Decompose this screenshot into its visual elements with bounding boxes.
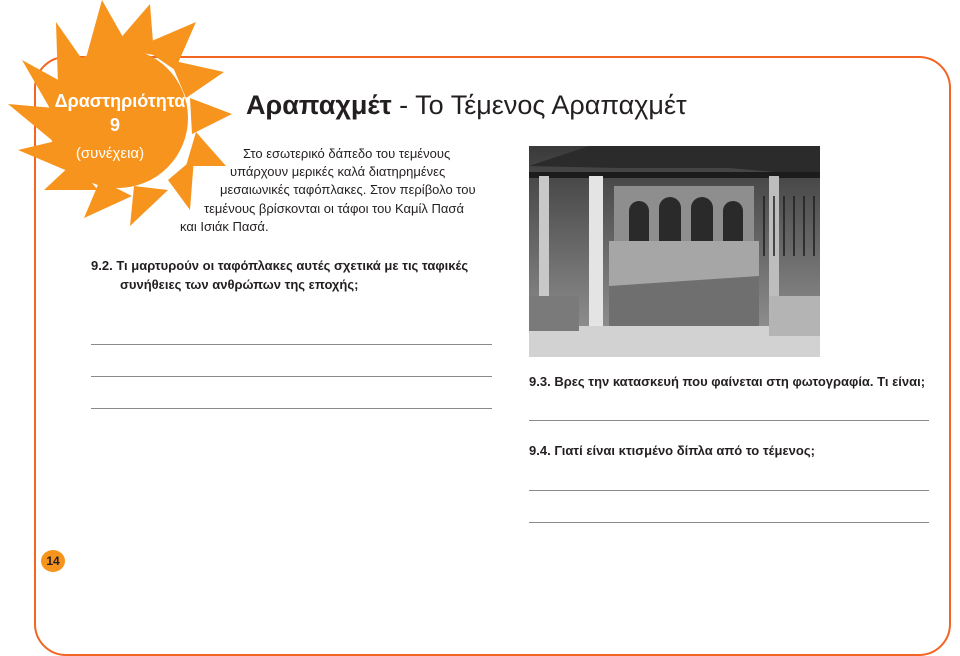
page-number: 14 xyxy=(41,550,65,572)
mosque-fountain-photo xyxy=(529,146,820,357)
question-text: Τι μαρτυρούν οι ταφόπλακες αυτές σχετικά με τις ταφικές xyxy=(116,258,469,273)
badge-title: Δραστηριότητα xyxy=(54,91,186,111)
question-number: 9.2. xyxy=(91,258,113,273)
intro-line-1: Στο εσωτερικό δάπεδο του τεμένους xyxy=(243,146,451,161)
question-number: 9.3. xyxy=(529,374,551,389)
photo-illustration-icon xyxy=(529,146,820,357)
answer-line[interactable] xyxy=(529,522,929,523)
page-title-rest: - Το Τέμενος Αραπαχμέτ xyxy=(391,90,687,120)
answer-line[interactable] xyxy=(91,376,492,377)
intro-line-5: και Ισιάκ Πασά. xyxy=(180,219,269,234)
question-number: 9.4. xyxy=(529,443,551,458)
intro-line-3: μεσαιωνικές ταφόπλακες. Στον περίβολο του xyxy=(220,182,476,197)
answer-line[interactable] xyxy=(91,344,492,345)
answer-line[interactable] xyxy=(529,420,929,421)
intro-line-4: τεμένους βρίσκονται οι τάφοι του Καμίλ Πασά xyxy=(204,201,464,216)
page-title xyxy=(246,88,687,122)
question-9-4 xyxy=(529,441,815,461)
question-text: Γιατί είναι κτισμένο δίπλα από το τέμενος; xyxy=(554,443,815,458)
badge-subtitle: (συνέχεια) xyxy=(75,145,145,162)
question-text: Βρες την κατασκευή που φαίνεται στη φωτογραφία. Τι είναι; xyxy=(554,374,926,389)
answer-line[interactable] xyxy=(529,490,929,491)
answer-line[interactable] xyxy=(91,408,492,409)
badge-number: 9 xyxy=(109,115,120,135)
question-9-2-line-1 xyxy=(91,256,468,276)
page-title-bold: Αραπαχμέτ xyxy=(246,90,392,120)
question-9-2-line-2: συνήθειες των ανθρώπων της εποχής; xyxy=(120,277,359,292)
intro-line-2: υπάρχουν μερικές καλά διατηρημένες xyxy=(230,164,446,179)
question-9-3 xyxy=(529,372,925,392)
